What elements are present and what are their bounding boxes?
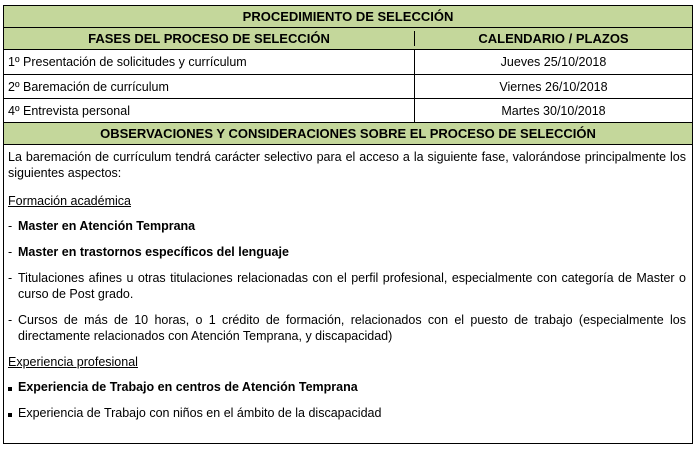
- dash-marker: -: [8, 219, 13, 233]
- selection-procedure-table: [3, 5, 693, 444]
- list-item: [8, 379, 686, 395]
- table-title-row: [4, 6, 692, 27]
- column-header-row: [4, 27, 692, 49]
- date-cell: Jueves 25/10/2018: [500, 55, 607, 69]
- calendar-header: CALENDARIO / PLAZOS: [478, 31, 629, 46]
- intro-paragraph: La baremación de currículum tendrá carácter selectivo para el acceso a la siguiente fase, valorándose principalmente los siguientes aspectos:: [8, 150, 686, 180]
- phase-cell: 1º Presentación de solicitudes y currículum: [4, 50, 415, 74]
- list-item: [8, 244, 686, 260]
- observations-body: [4, 144, 692, 443]
- phase-cell: 2º Baremación de currículum: [4, 75, 415, 98]
- square-bullet-icon: [8, 387, 12, 391]
- date-cell: Martes 30/10/2018: [501, 103, 606, 118]
- list-item: [8, 405, 686, 421]
- experience-heading: Experiencia profesional: [8, 355, 138, 369]
- table-row: [4, 98, 692, 122]
- dash-marker: -: [8, 271, 13, 285]
- table-title: PROCEDIMIENTO DE SELECCIÓN: [242, 9, 454, 24]
- list-item: [8, 270, 686, 302]
- list-item-text: Experiencia de Trabajo con niños en el ámbito de la discapacidad: [18, 406, 382, 420]
- date-cell: Viernes 26/10/2018: [499, 79, 608, 94]
- list-item-text: Experiencia de Trabajo en centros de Atención Temprana: [18, 380, 358, 394]
- table-row: [4, 49, 692, 74]
- list-item-text: Titulaciones afines u otras titulaciones relacionadas con el perfil profesional, especialmente con categoría de Master o curso de Post grado.: [18, 271, 686, 301]
- list-item: [8, 218, 686, 234]
- academic-heading: Formación académica: [8, 194, 131, 208]
- list-item-text: Master en trastornos específicos del lenguaje: [18, 245, 289, 259]
- table-row: [4, 74, 692, 98]
- list-item: [8, 312, 686, 344]
- list-item-text: Cursos de más de 10 horas, o 1 crédito de formación, relacionados con el puesto de trabajo (especialmente los directamente relacionados con Atención Temprana, y discapacidad): [18, 313, 686, 343]
- dash-marker: -: [8, 245, 13, 259]
- observations-header-row: [4, 122, 692, 144]
- phases-header: FASES DEL PROCESO DE SELECCIÓN: [4, 31, 415, 46]
- list-item-text: Master en Atención Temprana: [18, 219, 196, 233]
- dash-marker: -: [8, 313, 13, 327]
- observations-header: OBSERVACIONES Y CONSIDERACIONES SOBRE EL PROCESO DE SELECCIÓN: [100, 126, 596, 141]
- square-bullet-icon: [8, 413, 12, 417]
- phase-cell: 4º Entrevista personal: [4, 99, 415, 122]
